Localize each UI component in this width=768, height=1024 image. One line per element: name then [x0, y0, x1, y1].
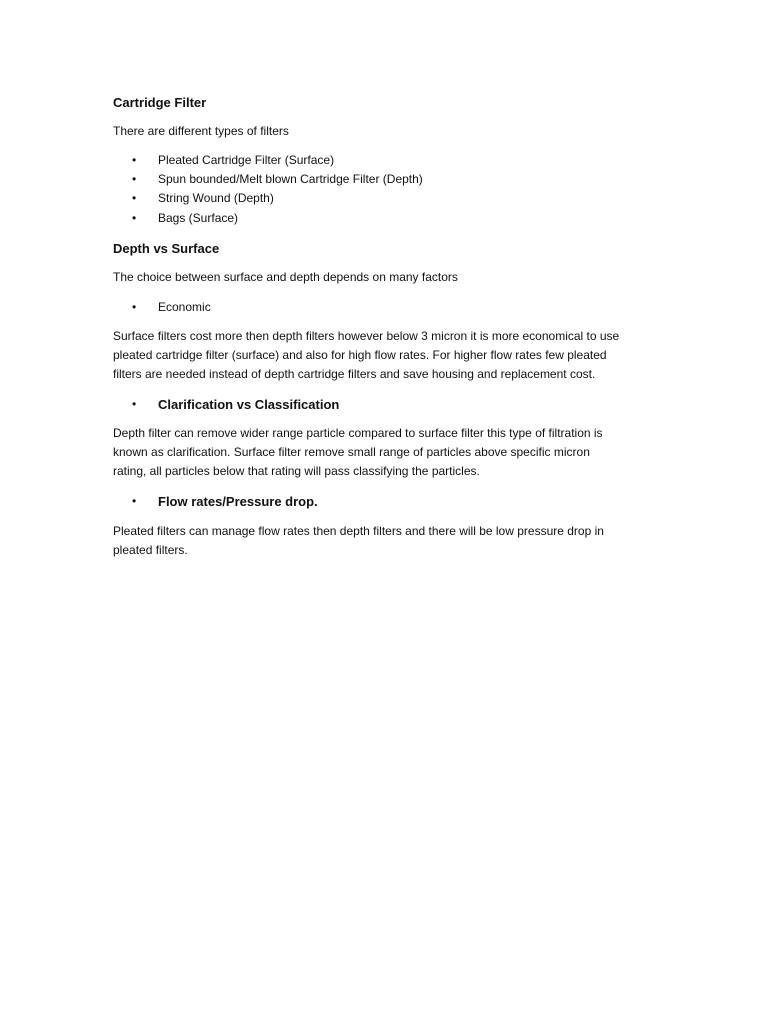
list-item: Spun bounded/Melt blown Cartridge Filter (Depth) — [158, 172, 423, 186]
paragraph-line: filters are needed instead of depth cartridge filters and save housing and replacement cost. — [113, 367, 596, 381]
paragraph-line: Surface filters cost more then depth filters however below 3 micron it is more economical to use — [113, 329, 620, 343]
list-item: String Wound (Depth) — [158, 191, 274, 205]
bullet-icon: • — [132, 153, 137, 167]
paragraph-line: Depth filter can remove wider range particle compared to surface filter this type of filtration is — [113, 426, 603, 440]
bullet-icon: • — [132, 211, 137, 225]
section-intro: The choice between surface and depth depends on many factors — [113, 270, 458, 284]
bullet-icon: • — [132, 397, 137, 411]
document-title: Cartridge Filter — [113, 95, 207, 110]
list-item: Bags (Surface) — [158, 211, 239, 225]
bullet-icon: • — [132, 172, 137, 186]
paragraph-line: rating, all particles below that rating will pass classifying the particles. — [113, 464, 480, 478]
factor-label: Flow rates/Pressure drop. — [158, 494, 318, 509]
section-heading: Depth vs Surface — [113, 241, 220, 256]
paragraph-line: pleated filters. — [113, 543, 188, 557]
bullet-icon: • — [132, 494, 137, 508]
paragraph-line: Pleated filters can manage flow rates then depth filters and there will be low pressure drop in — [113, 524, 604, 538]
factor-paragraph — [113, 522, 673, 560]
factor-paragraph — [113, 424, 673, 481]
bullet-icon: • — [132, 191, 137, 205]
paragraph-line: known as clarification. Surface filter remove small range of particles above specific micron — [113, 445, 590, 459]
intro-text: There are different types of filters — [113, 124, 289, 138]
paragraph-line: pleated cartridge filter (surface) and also for high flow rates. For higher flow rates few pleated — [113, 348, 607, 362]
factor-paragraph — [113, 327, 673, 384]
factor-label: Economic — [158, 300, 211, 314]
list-item: Pleated Cartridge Filter (Surface) — [158, 153, 335, 167]
factor-label: Clarification vs Classification — [158, 397, 340, 412]
bullet-icon: • — [132, 300, 137, 314]
